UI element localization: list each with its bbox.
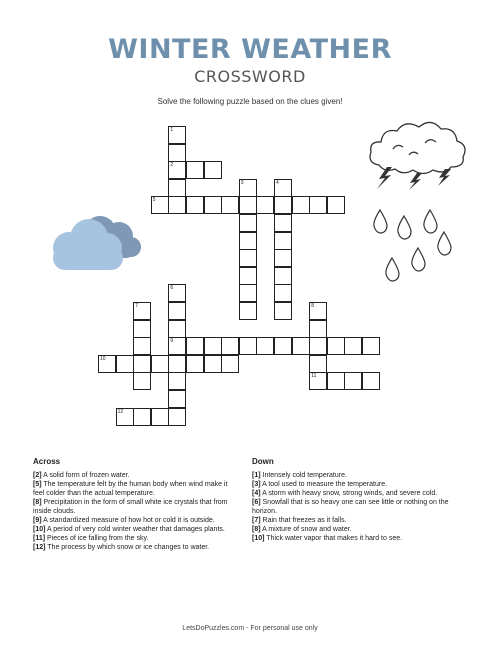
grid-cell[interactable]: [186, 196, 204, 214]
grid-cell[interactable]: [221, 196, 239, 214]
grid-cell[interactable]: [274, 232, 292, 250]
clue-number-label: [3]: [252, 481, 261, 488]
grid-cell[interactable]: [133, 355, 151, 373]
grid-cell[interactable]: [274, 302, 292, 320]
grid-cell[interactable]: [274, 196, 292, 214]
clue-number-label: [11]: [33, 535, 46, 542]
grid-cell[interactable]: [186, 161, 204, 179]
grid-cell[interactable]: [133, 408, 151, 426]
clue-text: A tool used to measure the temperature.: [260, 481, 388, 488]
clue-item: [33, 516, 240, 525]
clue-item: [33, 543, 240, 552]
grid-cell[interactable]: [186, 355, 204, 373]
grid-cell[interactable]: [239, 249, 257, 267]
grid-cell[interactable]: [292, 337, 310, 355]
grid-cell[interactable]: [309, 320, 327, 338]
grid-cell[interactable]: [327, 372, 345, 390]
instructions-text: Solve the following puzzle based on the clues given!: [157, 97, 343, 106]
clue-text: A solid form of frozen water.: [41, 472, 130, 479]
puzzle-subtitle: CROSSWORD: [194, 67, 306, 86]
clue-number-label: [5]: [33, 481, 42, 488]
grid-cell[interactable]: [168, 144, 186, 162]
clue-number-label: [8]: [33, 499, 42, 506]
clue-item: [252, 471, 464, 480]
clue-item: [252, 480, 464, 489]
clue-number: 8: [311, 303, 314, 309]
grid-cell[interactable]: [221, 337, 239, 355]
grid-cell[interactable]: [133, 372, 151, 390]
grid-cell[interactable]: [168, 302, 186, 320]
clue-number-label: [12]: [33, 544, 46, 551]
clue-item: [33, 498, 240, 516]
grid-cell[interactable]: [274, 249, 292, 267]
clue-item: [33, 471, 240, 480]
down-heading: Down: [252, 457, 274, 466]
clue-number: 11: [311, 373, 317, 380]
clue-number: 10: [100, 355, 106, 362]
grid-cell[interactable]: [186, 337, 204, 355]
clue-item: [33, 480, 240, 498]
grid-cell[interactable]: [256, 196, 274, 214]
grid-cell[interactable]: [133, 302, 151, 320]
clue-text: The temperature felt by the human body when wind make it feel colder than the actual temperature.: [33, 481, 228, 497]
grid-cell[interactable]: [116, 355, 134, 373]
grid-cell[interactable]: [274, 284, 292, 302]
clue-text: Pieces of ice falling from the sky.: [45, 535, 149, 542]
grid-cell[interactable]: [274, 214, 292, 232]
grid-cell[interactable]: [274, 267, 292, 285]
clue-number: 3: [240, 179, 244, 186]
grid-cell[interactable]: [204, 355, 222, 373]
grid-cell[interactable]: [168, 372, 186, 390]
grid-cell[interactable]: [168, 337, 186, 355]
grid-cell[interactable]: [133, 337, 151, 355]
grid-cell[interactable]: [239, 179, 257, 197]
clue-text: A mixture of snow and water.: [260, 526, 352, 533]
clue-number: 6: [170, 285, 174, 292]
clue-item: [33, 534, 240, 543]
clue-number-label: [1]: [252, 472, 261, 479]
across-clues: [33, 457, 240, 552]
clue-text: A standardized measure of how hot or cold it is outside.: [41, 517, 215, 524]
grid-cell[interactable]: [309, 355, 327, 373]
grid-cell[interactable]: [239, 337, 257, 355]
clue-item: [252, 498, 464, 516]
clue-number-label: [9]: [33, 517, 42, 524]
clue-item: [252, 534, 464, 543]
clue-item: [33, 525, 240, 534]
grid-cell[interactable]: [151, 196, 169, 214]
clue-item: [252, 516, 464, 525]
down-clues: [252, 457, 464, 543]
clue-text: Intensely cold temperature.: [260, 472, 347, 479]
grid-cell[interactable]: [344, 337, 362, 355]
grid-cell[interactable]: [168, 320, 186, 338]
grid-cell[interactable]: [239, 196, 257, 214]
grid-cell[interactable]: [168, 355, 186, 373]
clue-number-label: [10]: [33, 526, 46, 533]
grid-cell[interactable]: [274, 179, 292, 197]
grid-cell[interactable]: [168, 179, 186, 197]
clue-number-label: [2]: [33, 472, 42, 479]
grid-cell[interactable]: [239, 214, 257, 232]
grid-cell[interactable]: [362, 372, 380, 390]
clue-text: The process by which snow or ice changes to water.: [45, 544, 210, 551]
clue-number-label: [10]: [252, 535, 265, 542]
grid-cell[interactable]: [274, 337, 292, 355]
puzzle-title: WINTER WEATHER: [108, 34, 392, 65]
grid-cell[interactable]: [98, 355, 116, 373]
grid-cell[interactable]: [344, 372, 362, 390]
grid-cell[interactable]: [309, 337, 327, 355]
grid-cell[interactable]: [151, 408, 169, 426]
grid-cell[interactable]: [256, 337, 274, 355]
clue-item: [252, 525, 464, 534]
clue-item: [252, 489, 464, 498]
clue-number-label: [4]: [252, 490, 261, 497]
clue-text: A period of very cold winter weather that damages plants.: [45, 526, 225, 533]
grid-cell[interactable]: [239, 267, 257, 285]
clue-number: 4: [276, 179, 279, 186]
clue-number: 2: [170, 162, 174, 169]
clue-number-label: [6]: [252, 499, 261, 506]
clue-number: 1: [170, 127, 174, 133]
grid-cell[interactable]: [168, 408, 186, 426]
clue-number: 12: [117, 408, 124, 415]
clue-text: Precipitation in the form of small white ice crystals that from inside clouds.: [33, 499, 228, 515]
grid-cell[interactable]: [133, 320, 151, 338]
grid-cell[interactable]: [168, 196, 186, 214]
grid-cell[interactable]: [362, 337, 380, 355]
clue-number: 7: [135, 303, 138, 309]
grid-cell[interactable]: [292, 196, 310, 214]
grid-cell[interactable]: [204, 196, 222, 214]
grid-cell[interactable]: [239, 232, 257, 250]
grid-cell[interactable]: [309, 372, 327, 390]
across-heading: Across: [33, 457, 61, 466]
clue-number-label: [8]: [252, 526, 261, 533]
grid-cell[interactable]: [204, 161, 222, 179]
grid-cell[interactable]: [204, 337, 222, 355]
grid-cell[interactable]: [327, 337, 345, 355]
clue-number: 5: [152, 197, 156, 204]
clue-text: Thick water vapor that makes it hard to see.: [264, 535, 403, 542]
grid-cell[interactable]: [116, 408, 134, 426]
footer-credit: LetsDoPuzzles.com - For personal use only: [182, 625, 318, 632]
grid-cell[interactable]: [239, 284, 257, 302]
grid-cell[interactable]: [168, 161, 186, 179]
grid-cell[interactable]: [221, 355, 239, 373]
clue-text: A storm with heavy snow, strong winds, and severe cold.: [260, 490, 438, 497]
clue-text: Snowfall that is so heavy one can see little or nothing on the horizon.: [252, 499, 449, 515]
grid-cell[interactable]: [309, 302, 327, 320]
grid-cell[interactable]: [168, 126, 186, 144]
grid-cell[interactable]: [168, 390, 186, 408]
clue-number-label: [7]: [252, 517, 261, 524]
grid-cell[interactable]: [239, 302, 257, 320]
clue-text: Rain that freezes as it falls.: [260, 517, 347, 524]
grid-cell[interactable]: [327, 196, 345, 214]
clue-number: 9: [170, 338, 174, 345]
grid-cell[interactable]: [151, 355, 169, 373]
grid-cell[interactable]: [309, 196, 327, 214]
grid-cell[interactable]: [168, 284, 186, 302]
